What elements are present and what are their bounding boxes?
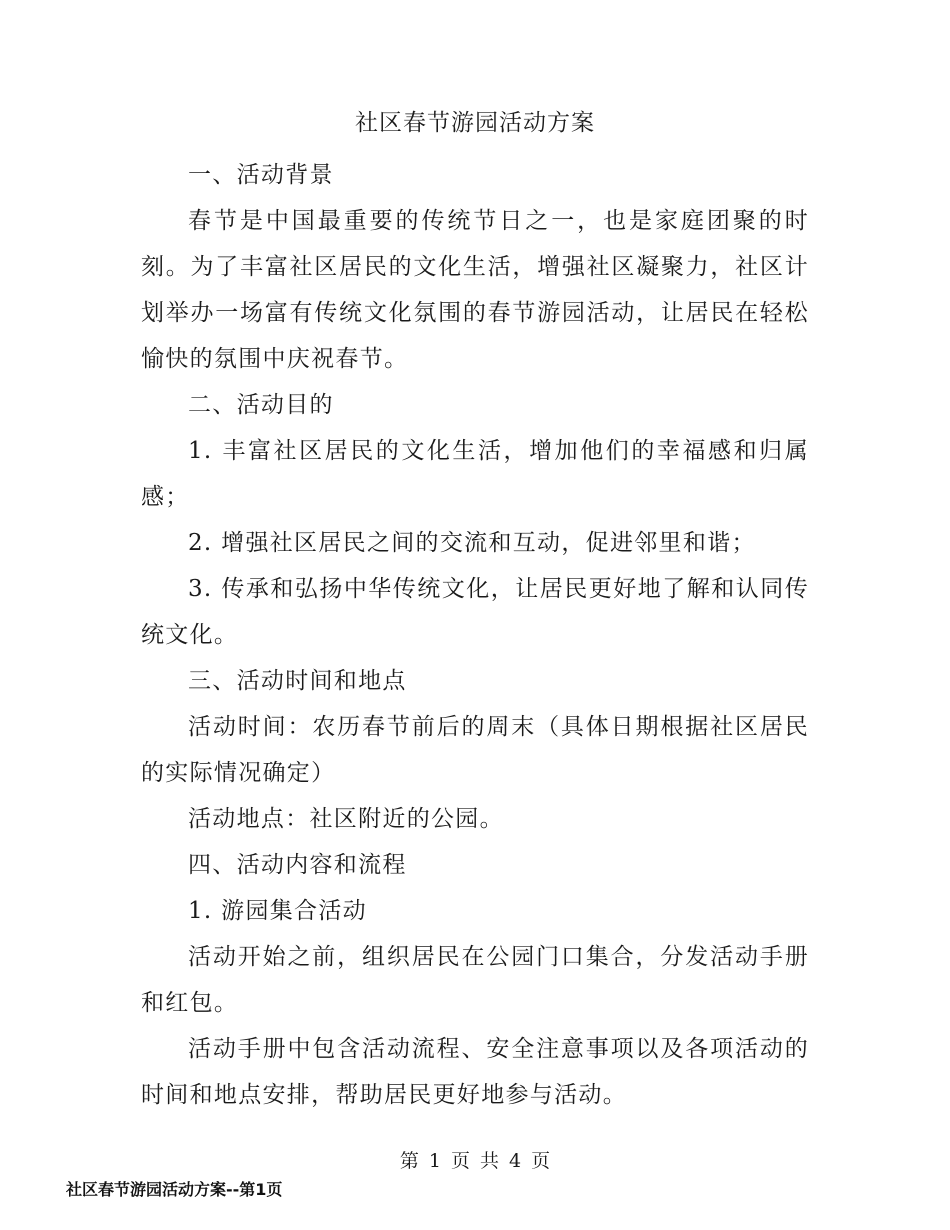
paragraph-gathering: 活动开始之前，组织居民在公园门口集合，分发活动手册和红包。: [141, 944, 809, 1016]
document-body: [141, 152, 809, 1118]
list-item-purpose-3: 3. 传承和弘扬中华传统文化，让居民更好地了解和认同传统文化。: [141, 576, 809, 648]
paragraph-activity-time: 活动时间：农历春节前后的周末（具体日期根据社区居民的实际情况确定）: [141, 714, 809, 786]
paragraph-background: 春节是中国最重要的传统节日之一，也是家庭团聚的时刻。为了丰富社区居民的文化生活，增强社区凝聚力，社区计划举办一场富有传统文化氛围的春节游园活动，让居民在轻松愉快的氛围中庆祝春节。: [141, 208, 809, 372]
list-item-purpose-2: 2. 增强社区居民之间的交流和互动，促进邻里和谐；: [188, 530, 756, 556]
subheading-gathering: 1. 游园集合活动: [188, 898, 367, 924]
page-number-indicator: 第 1 页 共 4 页: [399, 1150, 551, 1172]
section-heading-background: 一、活动背景: [188, 162, 334, 188]
section-heading-time-place: 三、活动时间和地点: [188, 668, 407, 694]
document-title: 社区春节游园活动方案: [355, 110, 595, 136]
section-heading-purpose: 二、活动目的: [188, 392, 334, 418]
paragraph-handbook: 活动手册中包含活动流程、安全注意事项以及各项活动的时间和地点安排，帮助居民更好地参与活动。: [141, 1036, 809, 1108]
document-footer-label: 社区春节游园活动方案--第1页: [66, 1180, 283, 1199]
paragraph-activity-place: 活动地点：社区附近的公园。: [188, 806, 504, 832]
list-item-purpose-1: 1. 丰富社区居民的文化生活，增加他们的幸福感和归属感；: [141, 438, 809, 510]
section-heading-content-flow: 四、活动内容和流程: [188, 852, 407, 878]
